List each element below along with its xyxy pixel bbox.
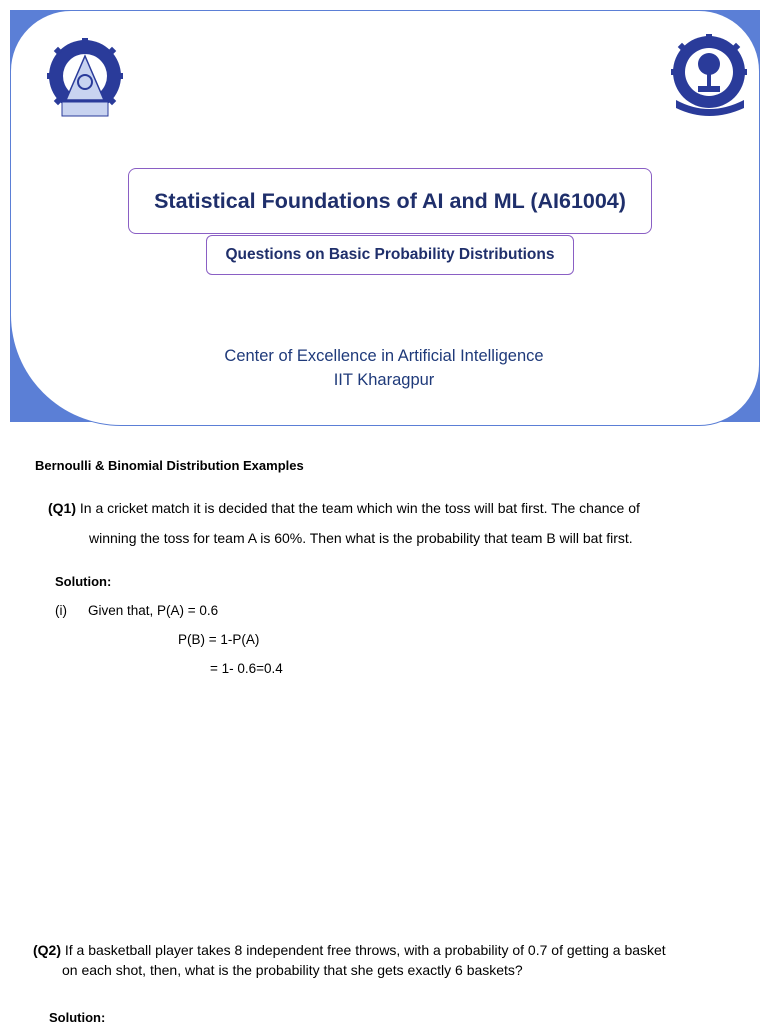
document-subtitle: Questions on Basic Probability Distributions <box>206 235 574 275</box>
iit-kharagpur-logo <box>662 34 760 116</box>
q2-text-line2: on each shot, then, what is the probability that she gets exactly 6 baskets? <box>62 962 523 978</box>
course-title: Statistical Foundations of AI and ML (AI61004) <box>128 168 652 234</box>
q1-label: (Q1) <box>48 500 76 516</box>
q2-solution-label: Solution: <box>49 1010 106 1025</box>
q1-step2: P(B) = 1-P(A) <box>178 632 260 647</box>
q1-solution-label: Solution: <box>55 574 112 589</box>
institute-name: IIT Kharagpur <box>333 371 435 389</box>
q2-label: (Q2) <box>33 942 61 958</box>
q1-step3: = 1- 0.6=0.4 <box>210 661 283 676</box>
q1-step1: Given that, P(A) = 0.6 <box>88 603 219 618</box>
q1-text-line2: winning the toss for team A is 60%. Then what is the probability that team B will bat first. <box>89 530 633 546</box>
q1-text-line1: In a cricket match it is decided that the team which win the toss will bat first. The chance of <box>79 500 640 516</box>
center-name: Center of Excellence in Artificial Intelligence <box>224 347 544 365</box>
section-heading: Bernoulli & Binomial Distribution Examples <box>35 458 304 473</box>
q1-line1 <box>48 500 640 516</box>
q2-text-line1: If a basketball player takes 8 independent free throws, with a probability of 0.7 of getting a basket <box>64 942 666 958</box>
q2-line1 <box>33 942 666 958</box>
iit-kgp-coe-logo <box>40 38 130 120</box>
q1-step-number: (i) <box>55 603 67 618</box>
